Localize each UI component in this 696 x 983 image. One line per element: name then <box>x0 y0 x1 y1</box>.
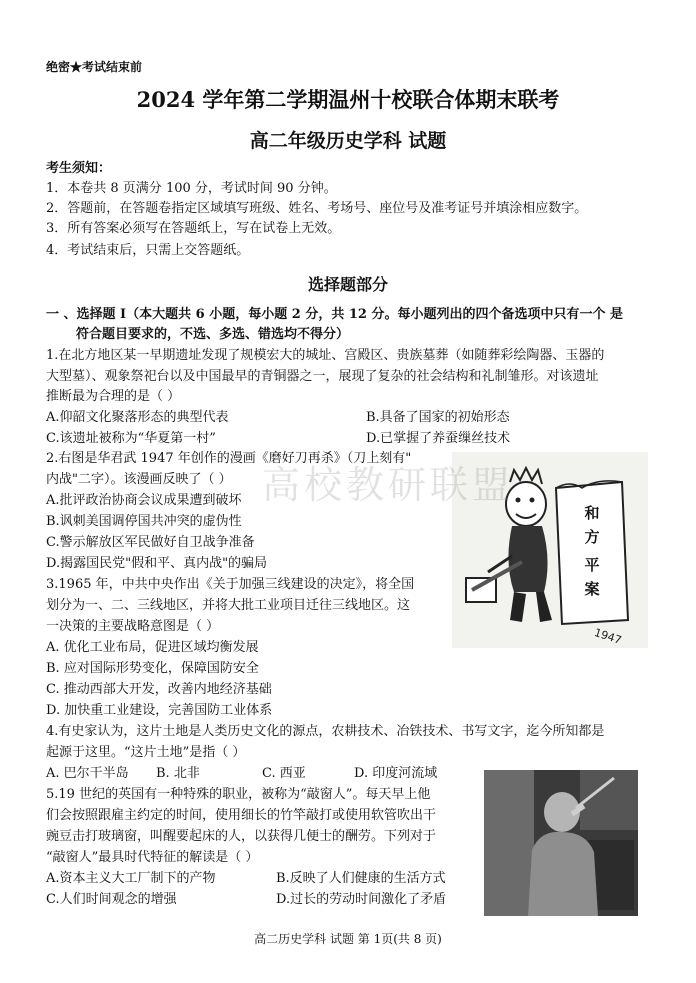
q2-option-b: B.讽刺美国调停国共冲突的虚伪性 <box>46 514 242 529</box>
q4-option-d: D. 印度河流域 <box>354 766 438 781</box>
q5-stem: 们会按照跟雇主约定的时间，使用细长的竹竿敲打或使用软管吹出干 <box>46 808 437 823</box>
q3-stem: 划分为一、二、三线地区，并将大批工业项目迁往三线地区。这 <box>46 598 411 613</box>
q2-option-c: C.警示解放区军民做好自卫战争准备 <box>46 535 255 550</box>
q5-option-a: A.资本主义大工厂制下的产物 <box>46 871 216 886</box>
q5-option-c: C.人们时间观念的增强 <box>46 892 177 907</box>
exam-subtitle: 高二年级历史学科 试题 <box>249 130 447 152</box>
exam-title: 2024 学年第二学期温州十校联合体期末联考 <box>136 87 560 112</box>
q1-option-a: A.仰韶文化聚落形态的典型代表 <box>46 410 229 425</box>
q3-stem: 3.1965 年，中共中央作出《关于加强三线建设的决定》，将全国 <box>46 577 415 592</box>
cartoon-year: 1947 <box>592 625 624 647</box>
q1-option-c: C.该遗址被称为“华夏第一村” <box>46 431 216 446</box>
notice-item: 1．本卷共 8 页满分 100 分，考试时间 90 分钟。 <box>46 181 337 196</box>
q2-stem: 2.右图是华君武 1947 年创作的漫画《磨好刀再杀》（刀上刻有" <box>46 451 412 466</box>
q2-option-a: A.批评政治协商会议成果遭到破坏 <box>46 493 242 508</box>
page-footer: 高二历史学科 试题 第 1页(共 8 页) <box>254 932 442 946</box>
photo-drawing <box>484 770 638 916</box>
section-instruction: 符合题目要求的，不选、多选、错选均不得分） <box>76 327 350 342</box>
notice-item: 3．所有答案必须写在答题纸上，写在试卷上无效。 <box>46 221 341 236</box>
q3-option-a: A. 优化工业布局，促进区域均衡发展 <box>46 640 259 655</box>
cartoon-sign-text-2: 方 <box>584 528 600 546</box>
cartoon-sign-text-4: 案 <box>584 580 600 598</box>
q1-stem: 1.在北方地区某一早期遗址发现了规模宏大的城址、宫殿区、贵族墓葬（如随葬彩绘陶器、玉器的 <box>46 348 605 363</box>
notice-item: 2．答题前，在答题卷指定区域填写班级、姓名、考场号、座位号及准考证号并填涂相应数字。 <box>46 201 588 216</box>
q5-option-d: D.过长的劳动时间激化了矛盾 <box>276 892 447 907</box>
secret-label: 绝密★考试结束前 <box>46 60 143 74</box>
q4-stem: 4.有史家认为，这片土地是人类历史文化的源点，农耕技术、冶铁技术、书写文字，迄今所知都是 <box>46 724 605 739</box>
q5-stem: 5.19 世纪的英国有一种特殊的职业，被称为“敲窗人”。每天早上他 <box>46 787 431 802</box>
q4-stem: 起源于这里。“这片土地”是指（ ） <box>46 745 246 760</box>
notice-item: 4．考试结束后，只需上交答题纸。 <box>46 243 250 258</box>
q4-option-c: C. 西亚 <box>262 766 306 781</box>
q5-stem: “敲窗人”最具时代特征的解读是（ ） <box>46 850 259 865</box>
cartoon-sign-text-3: 平 <box>584 556 600 574</box>
notice-heading: 考生须知： <box>46 161 112 176</box>
section-title: 选择题部分 <box>307 275 388 294</box>
q3-stem: 一决策的主要战略意图是（ ） <box>46 619 220 634</box>
knocker-up-photo <box>484 770 638 916</box>
cartoon-sign-text-1: 和 <box>584 504 600 522</box>
q2-option-d: D.揭露国民党"假和平、真内战"的骗局 <box>46 556 268 571</box>
q3-option-b: B. 应对国际形势变化，保障国防安全 <box>46 661 259 676</box>
q1-option-b: B.具备了国家的初始形态 <box>366 410 510 425</box>
q1-option-d: D.已掌握了养蚕缫丝技术 <box>366 431 511 446</box>
q5-stem: 豌豆击打玻璃窗，叫醒要起床的人，以获得几便士的酬劳。下列对于 <box>46 829 437 844</box>
section-instruction: 一 、选择题 I（本大题共 6 小题，每小题 2 分，共 12 分。每小题列出的四个备选项中只有一个 是 <box>46 307 623 322</box>
watermark: 高校教研联盟 <box>262 463 515 507</box>
q2-stem: 内战"二字）。该漫画反映了（ ） <box>46 472 232 487</box>
q1-stem: 大型墓）、观象祭祀台以及中国最早的青铜器之一，展现了复杂的社会结构和礼制雏形。对该遗址 <box>46 369 599 384</box>
q1-stem: 推断最为合理的是（ ） <box>46 389 181 404</box>
q3-option-c: C. 推动西部大开发，改善内地经济基础 <box>46 682 272 697</box>
q3-option-d: D. 加快重工业建设，完善国防工业体系 <box>46 703 273 718</box>
q4-option-a: A. 巴尔干半岛 <box>46 766 129 781</box>
q4-option-b: B. 北非 <box>156 766 200 781</box>
q5-option-b: B.反映了人们健康的生活方式 <box>276 871 446 886</box>
